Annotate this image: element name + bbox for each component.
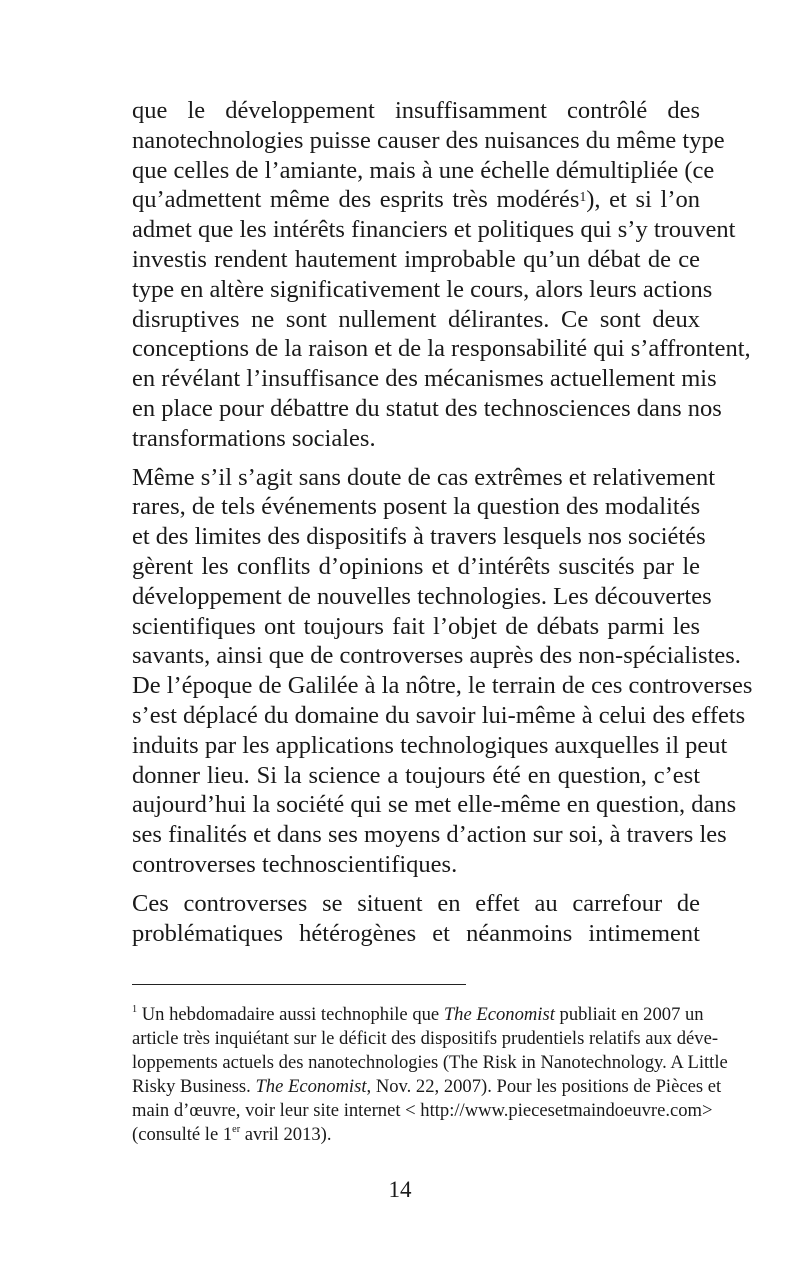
text-span: savants, ainsi que de controverses auprès des non-spécialistes. <box>132 642 741 670</box>
text-span: ses finalités et dans ses moyens d’action sur soi, à travers les <box>132 821 727 849</box>
text-span: (consulté le 1 <box>132 1124 233 1145</box>
italic-text: The Economist <box>443 1004 555 1025</box>
footnote <box>132 1003 728 1147</box>
text-span: article très inquiétant sur le déficit des dispositifs prudentiels relatifs aux déve- <box>132 1028 719 1049</box>
text-span: investis rendent hautement improbable qu’un débat de ce <box>132 245 700 273</box>
text-line <box>132 215 736 245</box>
text-span: nanotechnologies puisse causer des nuisances du même type <box>132 126 725 154</box>
text-span: controverses technoscientifiques. <box>132 850 458 878</box>
text-line <box>132 492 700 522</box>
text-span: que le développement insuffisamment contrôlé des <box>132 97 700 124</box>
text-line <box>132 919 700 949</box>
text-line <box>132 245 700 275</box>
text-span: Un hebdomadaire aussi technophile que <box>137 1004 444 1025</box>
text-line <box>132 364 717 394</box>
text-line <box>132 790 737 820</box>
text-line <box>132 701 746 731</box>
text-line <box>132 334 751 364</box>
text-span: transformations sociales. <box>132 424 376 452</box>
text-span: conceptions de la raison et de la responsabilité qui s’affrontent, <box>132 335 751 363</box>
text-span: scientifiques ont toujours fait l’objet de débats parmi les <box>132 612 700 640</box>
text-span: ), et si l’on <box>586 186 700 214</box>
superscript: 1 <box>132 1004 138 1015</box>
text-span: problématiques hétérogènes et néanmoins intimement <box>132 919 700 947</box>
page-number: 14 <box>388 1177 412 1202</box>
superscript: er <box>232 1124 241 1135</box>
paragraph <box>132 463 753 880</box>
text-span: s’est déplacé du domaine du savoir lui-même à celui des effets <box>132 701 746 729</box>
text-line <box>132 820 727 850</box>
text-line <box>132 1099 713 1123</box>
text-line <box>132 1027 719 1051</box>
text-span: aujourd’hui la société qui se met elle-même en question, dans <box>132 791 737 819</box>
text-span: rares, de tels événements posent la question des modalités <box>132 493 701 521</box>
text-line <box>132 731 728 761</box>
text-line <box>132 1051 728 1075</box>
text-line <box>132 1075 722 1099</box>
text-line <box>132 582 712 612</box>
text-line <box>132 850 700 880</box>
text-span: Ces controverses se situent en effet au carrefour de <box>132 889 700 917</box>
text-span: , Nov. 22, 2007). Pour les positions de Pièces et <box>366 1076 722 1097</box>
text-line <box>132 612 700 642</box>
text-line <box>132 552 700 582</box>
text-line <box>132 889 700 919</box>
text-span: qu’admettent même des esprits très modérés <box>132 186 580 214</box>
text-span: De l’époque de Galilée à la nôtre, le terrain de ces controverses <box>132 672 753 700</box>
text-line <box>132 305 700 335</box>
text-span: avril 2013). <box>240 1124 332 1145</box>
text-line <box>132 522 706 552</box>
text-line <box>132 761 700 791</box>
text-line <box>132 275 713 305</box>
body-text <box>132 96 753 948</box>
text-span: Risky Business. <box>132 1076 256 1097</box>
text-span: et des limites des dispositifs à travers lesquels nos sociétés <box>132 523 706 551</box>
text-line <box>132 96 700 126</box>
text-span: donner lieu. Si la science a toujours été en question, c’est <box>132 761 700 789</box>
text-span: admet que les intérêts financiers et politiques qui s’y trouvent <box>132 216 736 244</box>
text-span: Même s’il s’agit sans doute de cas extrêmes et relativement <box>132 463 716 491</box>
paragraph <box>132 889 700 949</box>
text-span: développement de nouvelles technologies. Les découvertes <box>132 582 712 610</box>
text-line <box>132 1123 700 1147</box>
superscript: 1 <box>579 189 587 205</box>
text-line <box>132 424 700 454</box>
text-span: disruptives ne sont nullement délirantes. Ce sont deux <box>132 305 700 333</box>
text-line <box>132 671 753 701</box>
text-line <box>132 156 715 186</box>
text-span: main d’œuvre, voir leur site internet < http://www.piecesetmaindoeuvre.com> <box>132 1100 713 1121</box>
italic-text: The Economist <box>255 1076 367 1097</box>
text-span: gèrent les conflits d’opinions et d’intérêts suscités par le <box>132 552 700 580</box>
text-line <box>132 126 725 156</box>
text-span: type en altère significativement le cours, alors leurs actions <box>132 275 713 303</box>
text-span: publiait en 2007 un <box>554 1004 704 1025</box>
text-span: loppements actuels des nanotechnologies (The Risk in Nanotechnology. A Little <box>132 1052 728 1073</box>
footnote-separator <box>132 984 466 985</box>
text-line <box>132 185 700 215</box>
text-line <box>132 641 741 671</box>
text-line <box>132 1003 704 1027</box>
paragraph <box>132 96 751 454</box>
text-line <box>132 463 716 493</box>
text-span: induits par les applications technologiques auxquelles il peut <box>132 731 728 759</box>
text-line <box>132 394 722 424</box>
text-span: en place pour débattre du statut des technosciences dans nos <box>132 394 722 422</box>
text-span: que celles de l’amiante, mais à une échelle démultipliée (ce <box>132 156 715 184</box>
text-span: en révélant l’insuffisance des mécanismes actuellement mis <box>132 365 717 393</box>
